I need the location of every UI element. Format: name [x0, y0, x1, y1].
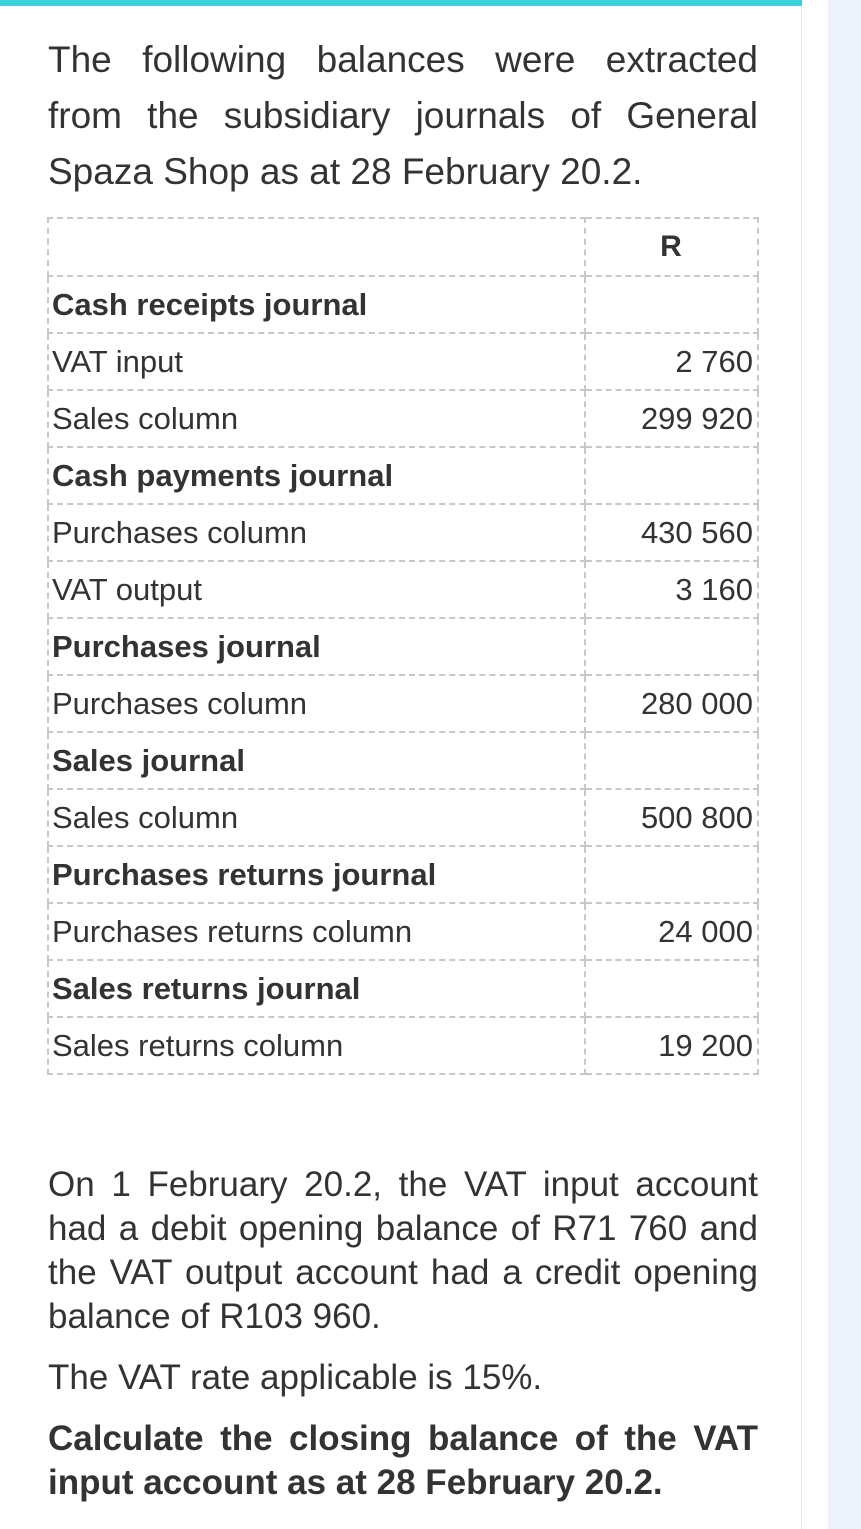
row-label: Sales column — [48, 390, 585, 447]
row-label: VAT output — [48, 561, 585, 618]
opening-balances-text: On 1 February 20.2, the VAT input account had a debit opening balance of R71 760 and the VAT output account had a credit opening balance of R103 960. — [48, 1165, 758, 1336]
row-amount — [585, 846, 758, 903]
row-label: Sales journal — [48, 732, 585, 789]
table-header-row — [48, 218, 758, 276]
table-row — [48, 732, 758, 789]
row-label: Cash payments journal — [48, 447, 585, 504]
table-row — [48, 960, 758, 1017]
vat-rate-text: The VAT rate applicable is 15%. — [48, 1358, 543, 1397]
side-background — [828, 0, 861, 1529]
row-label: Purchases journal — [48, 618, 585, 675]
balances-table-body — [48, 218, 758, 1074]
row-amount: 24 000 — [585, 903, 758, 960]
row-label: Purchases column — [48, 675, 585, 732]
row-amount: 280 000 — [585, 675, 758, 732]
table-row — [48, 447, 758, 504]
balances-table — [47, 217, 759, 1075]
table-row — [48, 390, 758, 447]
table-row — [48, 333, 758, 390]
table-row — [48, 504, 758, 561]
row-amount — [585, 618, 758, 675]
table-row — [48, 903, 758, 960]
table-row — [48, 618, 758, 675]
row-amount — [585, 732, 758, 789]
row-label: Sales column — [48, 789, 585, 846]
row-amount — [585, 960, 758, 1017]
table-row — [48, 846, 758, 903]
row-label: Sales returns column — [48, 1017, 585, 1074]
row-amount — [585, 447, 758, 504]
row-label: Purchases returns journal — [48, 846, 585, 903]
table-row — [48, 1017, 758, 1074]
header-label-cell — [48, 218, 585, 276]
row-label: VAT input — [48, 333, 585, 390]
currency-header: R — [585, 218, 758, 276]
row-amount: 500 800 — [585, 789, 758, 846]
table-row — [48, 675, 758, 732]
row-label: Purchases returns column — [48, 903, 585, 960]
accent-bar — [0, 0, 802, 6]
table-row — [48, 561, 758, 618]
row-label: Sales returns journal — [48, 960, 585, 1017]
row-label: Purchases column — [48, 504, 585, 561]
row-amount: 19 200 — [585, 1017, 758, 1074]
row-amount — [585, 276, 758, 333]
row-label: Cash receipts journal — [48, 276, 585, 333]
question-text: Calculate the closing balance of the VAT input account as at 28 February 20.2. — [48, 1419, 758, 1502]
table-row — [48, 276, 758, 333]
table-row — [48, 789, 758, 846]
row-amount: 2 760 — [585, 333, 758, 390]
intro-text: The following balances were extracted from the subsidiary journals of General Spaza Shop as at 28 February 20.2. — [48, 39, 758, 192]
row-amount: 430 560 — [585, 504, 758, 561]
row-amount: 299 920 — [585, 390, 758, 447]
row-amount: 3 160 — [585, 561, 758, 618]
